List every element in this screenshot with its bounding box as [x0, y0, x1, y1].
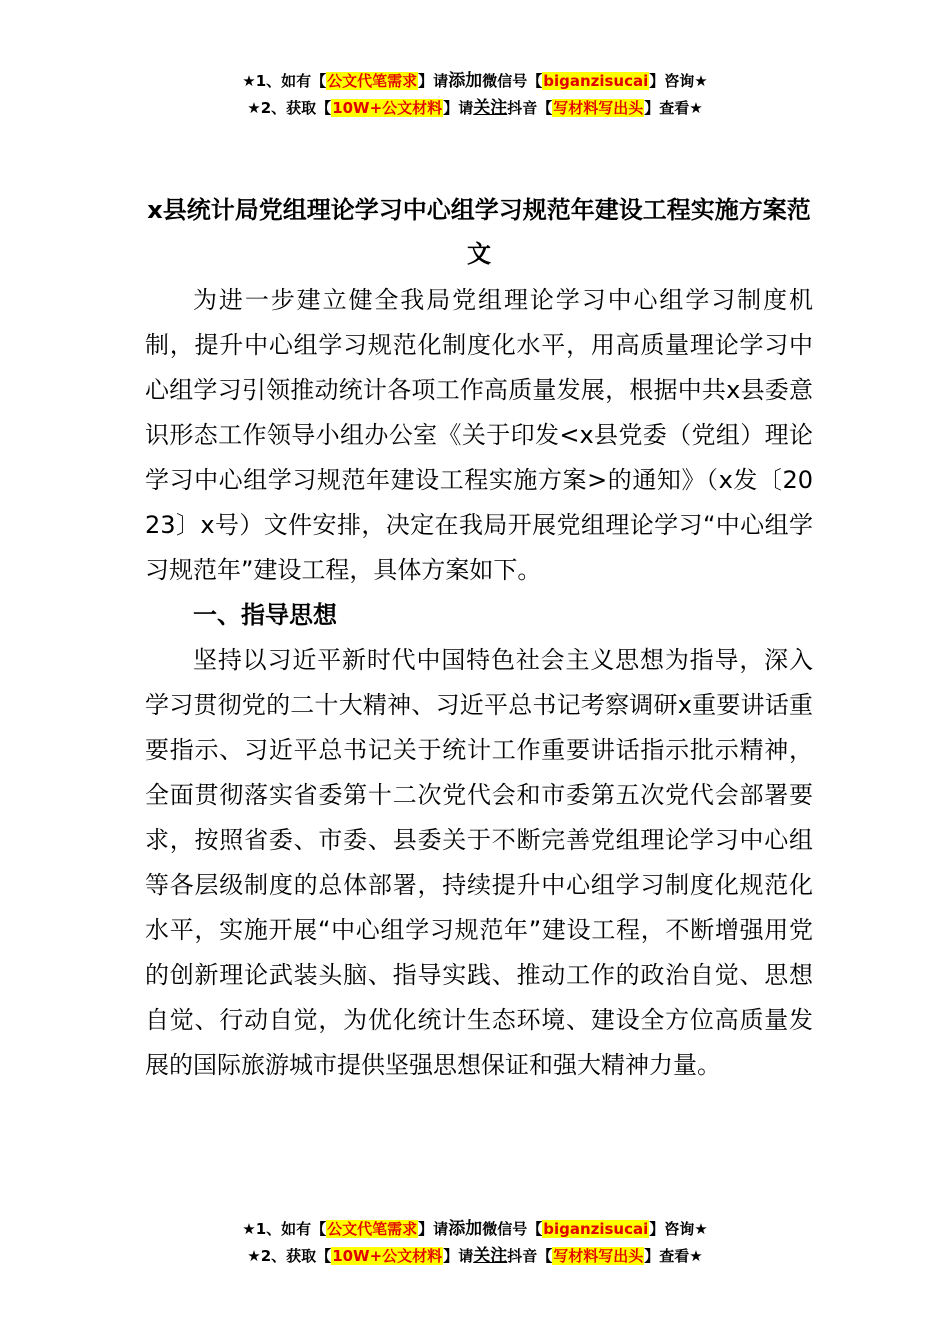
- banner-text: 】请: [418, 72, 449, 90]
- banner-text: 】咨询★: [649, 72, 708, 90]
- highlight-materials: 10W+公文材料: [332, 1247, 443, 1265]
- banner-text: 抖音【: [507, 1247, 553, 1265]
- banner-line-2: [0, 1243, 950, 1270]
- banner-text: 】查看★: [644, 99, 703, 117]
- banner-text: 】请: [418, 1220, 449, 1238]
- document-title: x县统计局党组理论学习中心组学习规范年建设工程实施方案范文: [147, 196, 811, 268]
- banner-text: 微信号【: [482, 72, 543, 90]
- banner-text: 】请: [443, 1247, 474, 1265]
- banner-line-1: [0, 68, 950, 95]
- footer-banner: [0, 1216, 950, 1270]
- header-banner: [0, 68, 950, 122]
- highlight-wechat-id: biganzisucai: [543, 72, 649, 90]
- banner-emphasis: 关注: [473, 1246, 508, 1266]
- banner-emphasis: 添加: [448, 1219, 483, 1239]
- highlight-service: 公文代笔需求: [327, 72, 418, 90]
- section-paragraph: 坚持以习近平新时代中国特色社会主义思想为指导，深入学习贯彻党的二十大精神、习近平总书记考察调研x重要讲话重要指示、习近平总书记关于统计工作重要讲话指示批示精神，全面贯彻落实省委第十二次党代会和市委第五次党代会部署要求，按照省委、市委、县委关于不断完善党组理论学习中心组等各层级制度的总体部署，持续提升中心组学习制度化规范化水平，实施开展“中心组学习规范年”建设工程，不断增强用党的创新理论武装头脑、指导实践、推动工作的政治自觉、思想自觉、行动自觉，为优化统计生态环境、建设全方位高质量发展的国际旅游城市提供坚强思想保证和强大精神力量。: [145, 646, 813, 1079]
- section-heading: 一、指导思想: [193, 601, 337, 629]
- banner-text: 抖音【: [507, 99, 553, 117]
- banner-text: 】查看★: [644, 1247, 703, 1265]
- banner-line-2: [0, 95, 950, 122]
- highlight-wechat-id: biganzisucai: [543, 1220, 649, 1238]
- banner-text: ★2、获取【: [247, 99, 332, 117]
- highlight-douyin-account: 写材料写出头: [553, 99, 644, 117]
- banner-text: 】咨询★: [649, 1220, 708, 1238]
- banner-text: 微信号【: [482, 1220, 543, 1238]
- banner-text: 】请: [443, 99, 474, 117]
- banner-text: ★1、如有【: [242, 1220, 327, 1238]
- banner-text: ★1、如有【: [242, 72, 327, 90]
- banner-emphasis: 关注: [473, 98, 508, 118]
- highlight-service: 公文代笔需求: [327, 1220, 418, 1238]
- highlight-materials: 10W+公文材料: [332, 99, 443, 117]
- highlight-douyin-account: 写材料写出头: [553, 1247, 644, 1265]
- document-body: [145, 188, 813, 1088]
- banner-text: ★2、获取【: [247, 1247, 332, 1265]
- intro-paragraph: 为进一步建立健全我局党组理论学习中心组学习制度机制，提升中心组学习规范化制度化水平，用高质量理论学习中心组学习引领推动统计各项工作高质量发展，根据中共x县委意识形态工作领导小组办公室《关于印发<x县党委（党组）理论学习中心组学习规范年建设工程实施方案>的通知》（x发〔2023〕x号）文件安排，决定在我局开展党组理论学习“中心组学习规范年”建设工程，具体方案如下。: [145, 286, 813, 584]
- banner-line-1: [0, 1216, 950, 1243]
- banner-emphasis: 添加: [448, 71, 483, 91]
